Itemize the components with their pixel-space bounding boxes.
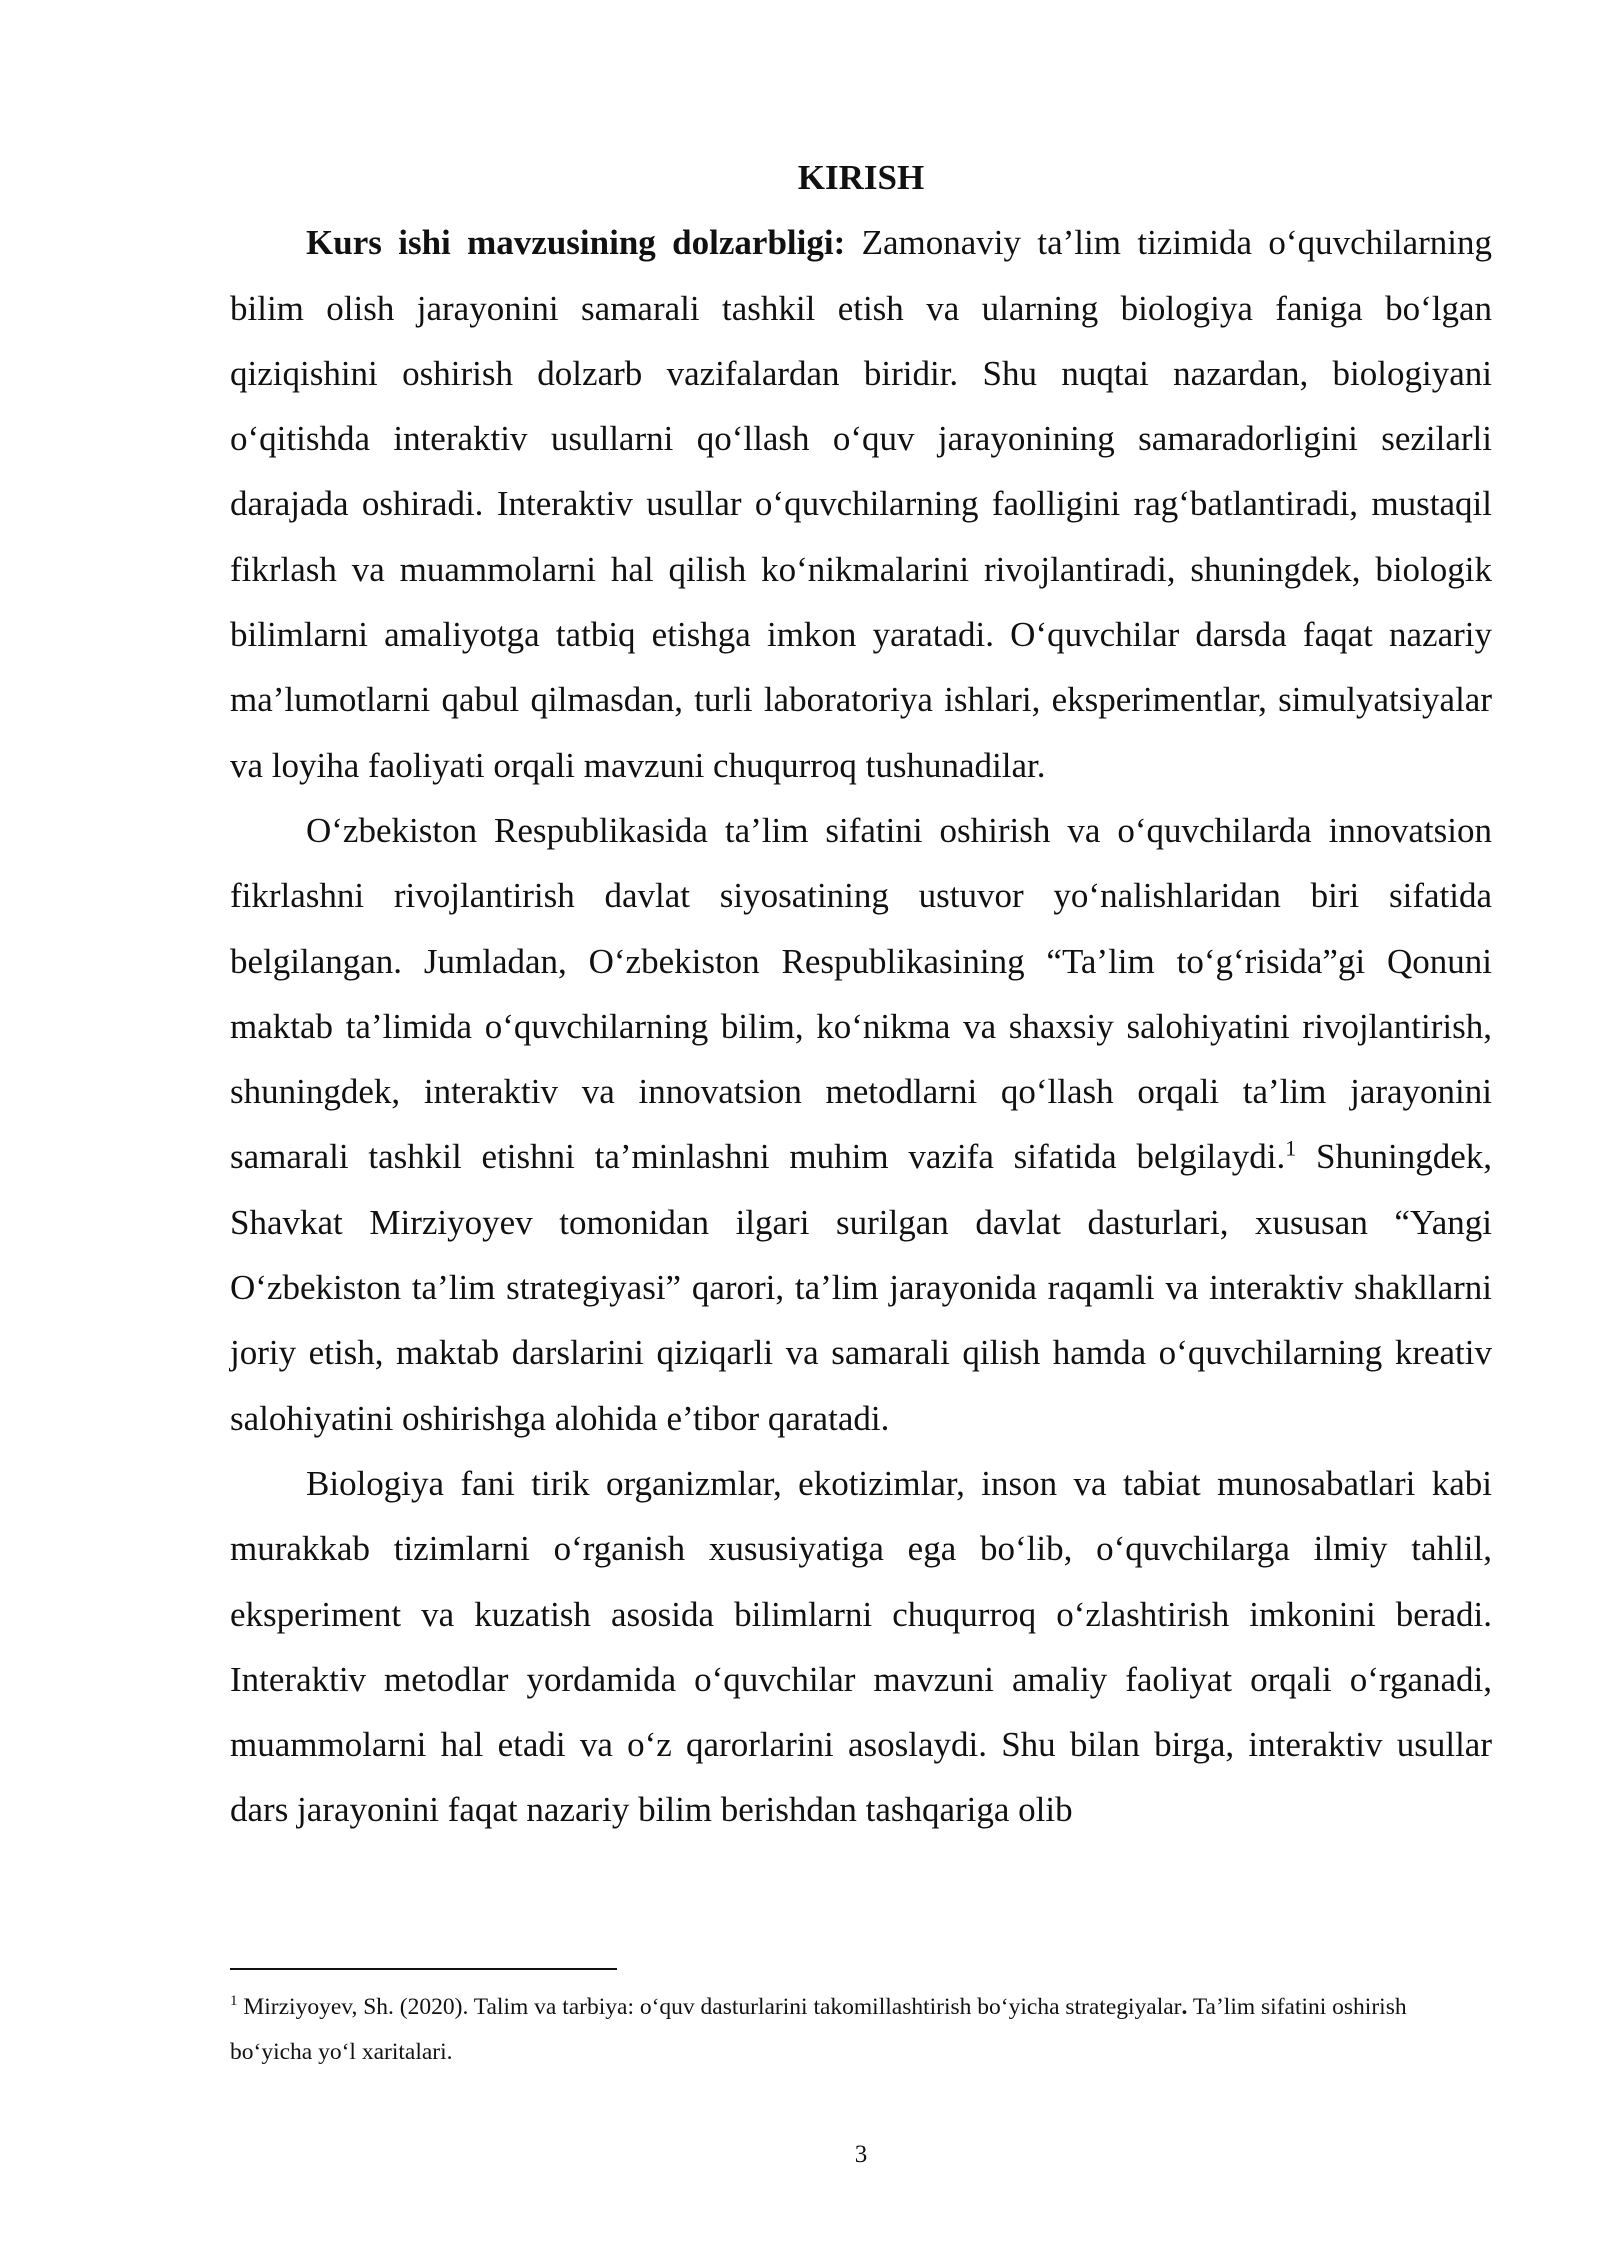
paragraph-biology (230, 1451, 1492, 1843)
body-text (230, 145, 1492, 1843)
page-number: 3 (854, 2141, 868, 2168)
paragraph-state-policy (230, 798, 1492, 1451)
footnote-separator (230, 1968, 617, 1970)
paragraph-text: O‘zbekiston Respublikasida ta’lim sifatini oshirish va o‘quvchilarda innovatsion fikrlashni rivojlantirish davlat siyosatining ustuvor yo‘nalishlaridan biri sifatida belgilangan. Jumladan, O‘zbekiston Respublikasining “Ta’lim to‘g‘risida”gi Qonuni maktab ta’limida o‘quvchilarning bilim, ko‘nikma va shaxsiy salohiyatini rivojlantirish, shuningdek, interaktiv va innovatsion metodlarni qo‘llash orqali ta’lim jarayonini samarali tashkil etishni ta’minlashni muhim vazifa sifatida belgilaydi. (230, 810, 1492, 1177)
paragraph-lead: Kurs ishi mavzusining dolzarbligi: (306, 223, 846, 263)
section-heading: KIRISH (797, 158, 925, 197)
paragraph-text: Zamonaviy ta’lim tizimida o‘quvchilarning bilim olish jarayonini samarali tashkil etish va ularning biologiya faniga bo‘lgan qiziqishini oshirish dolzarb vazifalardan biridir. Shu nuqtai nazardan, biologiyani o‘qitishda interaktiv usullarni qo‘llash o‘quv jarayonining samaradorligini sezilarli darajada oshiradi. Interaktiv usullar o‘quvchilarning faolligini rag‘batlantiradi, mustaqil fikrlash va muammolarni hal qilish ko‘nikmalarini rivojlantiradi, shuningdek, biologik bilimlarni amaliyotga tatbiq etishga imkon yaratadi. O‘quvchilar darsda faqat nazariy ma’lumotlarni qabul qilmasdan, turli laboratoriya ishlari, eksperimentlar, simulyatsiyalar va loyiha faoliyati orqali mavzuni chuqurroq tushunadilar. (230, 223, 1492, 785)
footnote-text-bold: . (1181, 1994, 1188, 2020)
footnote-text: Ta’lim sifatini oshirish bo‘yicha yo‘l xaritalari. (230, 1994, 1407, 2065)
footnote-text: Mirziyoyev, Sh. (2020). Talim va tarbiya: o‘quv dasturlarini takomillashtirish bo‘yicha strategiyalar (237, 1994, 1182, 2020)
footnote-reference[interactable]: 1 (1285, 1135, 1297, 1161)
footnote (230, 1985, 1492, 2075)
paragraph-text: Biologiya fani tirik organizmlar, ekotizimlar, inson va tabiat munosabatlari kabi murakkab tizimlarni o‘rganish xususiyatiga ega bo‘lib, o‘quvchilarga ilmiy tahlil, eksperiment va kuzatish asosida bilimlarni chuqurroq o‘zlashtirish imkonini beradi. Interaktiv metodlar yordamida o‘quvchilar mavzuni amaliy faoliyat orqali o‘rganadi, muammolarni hal etadi va o‘z qarorlarini asoslaydi. Shu bilan birga, interaktiv usullar dars jarayonini faqat nazariy bilim berishdan tashqariga olib (230, 1463, 1492, 1830)
paragraph-relevance (230, 210, 1492, 798)
footnote-number: 1 (230, 1993, 238, 2010)
paragraph-text: Shuningdek, Shavkat Mirziyoyev tomonidan ilgari surilgan davlat dasturlari, xususan “Yangi O‘zbekiston ta’lim strategiyasi” qarori, ta’lim jarayonida raqamli va interaktiv shakllarni joriy etish, maktab darslarini qiziqarli va samarali qilish hamda o‘quvchilarning kreativ salohiyatini oshirishga alohida e’tibor qaratadi. (230, 1137, 1492, 1438)
